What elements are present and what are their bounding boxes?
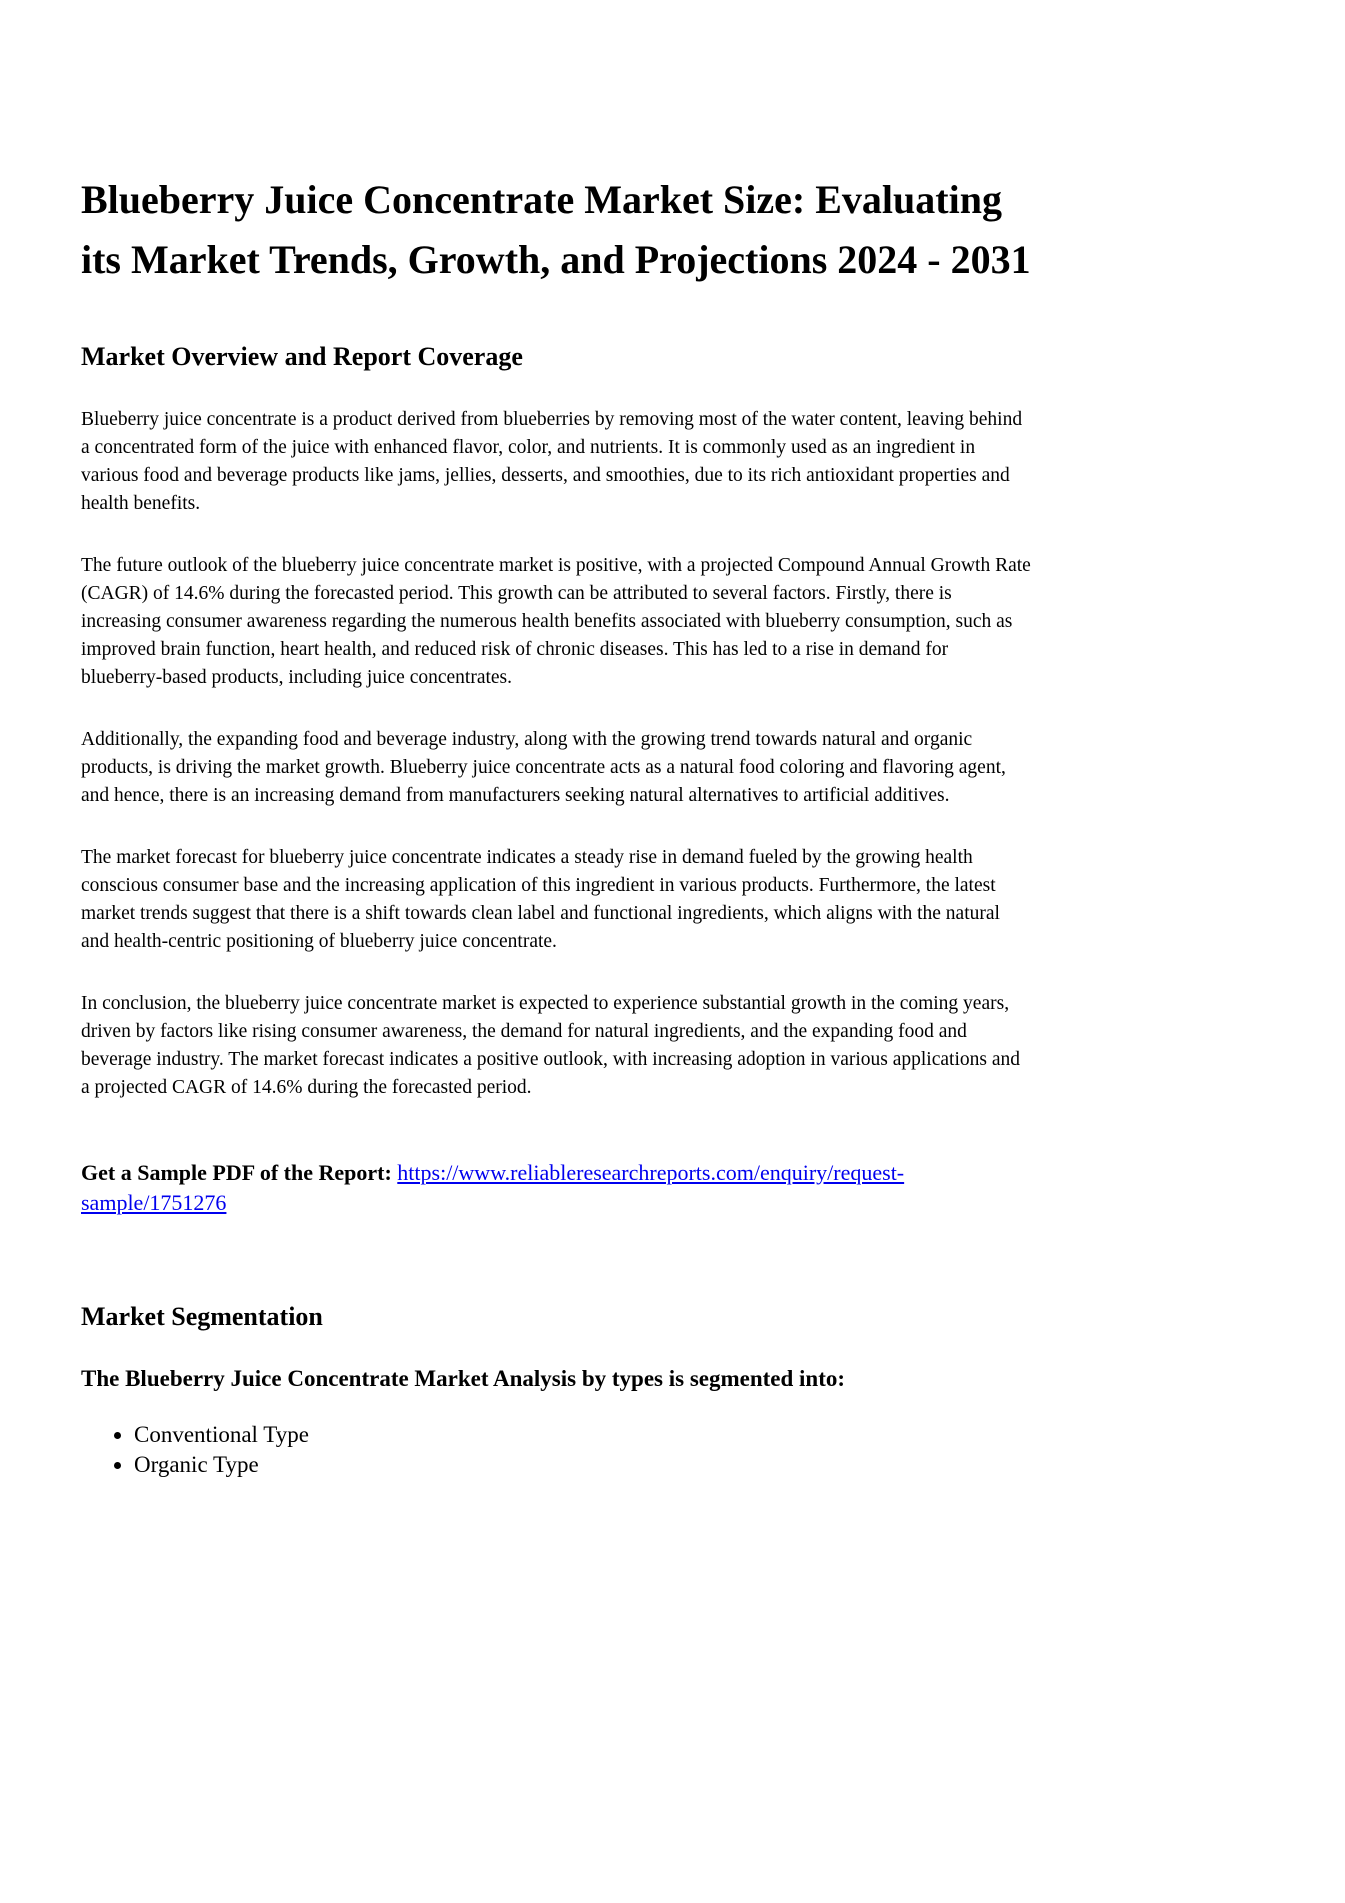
list-item-conventional-type: • Conventional Type (134, 1420, 1031, 1450)
types-segmentation-intro: The Blueberry Juice Concentrate Market Analysis by types is segmented into: (81, 1366, 846, 1391)
paragraph-market-forecast: The market forecast for blueberry juice concentrate indicates a steady rise in demand fueled by the growing health conscious consumer base and the increasing application of this ingredient in various products. Furthermore, the latest market trends suggest that there is a shift towards clean label and functional ingredients, which aligns with the natural and health-centric positioning of blueberry juice concentrate. (81, 847, 1000, 952)
paragraph-product-description: Blueberry juice concentrate is a product derived from blueberries by removing most of the water content, leaving behind a concentrated form of the juice with enhanced flavor, color, and nutrients. It is commonly used as an ingredient in various food and beverage products like jams, jellies, desserts, and smoothies, due to its rich antioxidant properties and health benefits. (81, 409, 1023, 514)
section-heading-market-overview: Market Overview and Report Coverage (81, 342, 523, 371)
paragraph-future-outlook: The future outlook of the blueberry juice concentrate market is positive, with a projected Compound Annual Growth Rate (CAGR) of 14.6% during the forecasted period. This growth can be attributed to several factors. Firstly, there is increasing consumer awareness regarding the numerous health benefits associated with blueberry consumption, such as improved brain function, heart health, and reduced risk of chronic diseases. This has led to a rise in demand for blueberry-based products, including juice concentrates. (81, 555, 1031, 688)
sample-report-link[interactable]: https://www.reliableresearchreports.com/enquiry/request-sample/1751276 (81, 1160, 905, 1215)
sample-cta-label: Get a Sample PDF of the Report: (81, 1160, 392, 1185)
paragraph-industry-trends: Additionally, the expanding food and beverage industry, along with the growing trend towards natural and organic products, is driving the market growth. Blueberry juice concentrate acts as a natural food coloring and flavoring agent, and hence, there is an increasing demand from manufacturers seeking natural alternatives to artificial additives. (81, 729, 1006, 806)
type-segment-list (81, 1420, 1031, 1480)
list-item-organic-type: • Organic Type (134, 1450, 1031, 1480)
sample-cta-line (81, 1158, 1031, 1218)
page-title: Blueberry Juice Concentrate Market Size: Evaluating its Market Trends, Growth, and Projections 2024 - 2031 (81, 177, 1031, 282)
section-heading-market-segmentation: Market Segmentation (81, 1302, 323, 1331)
paragraph-conclusion: In conclusion, the blueberry juice concentrate market is expected to experience substantial growth in the coming years, driven by factors like rising consumer awareness, the demand for natural ingredients, and the expanding food and beverage industry. The market forecast indicates a positive outlook, with increasing adoption in various applications and a projected CAGR of 14.6% during the forecasted period. (81, 993, 1020, 1098)
